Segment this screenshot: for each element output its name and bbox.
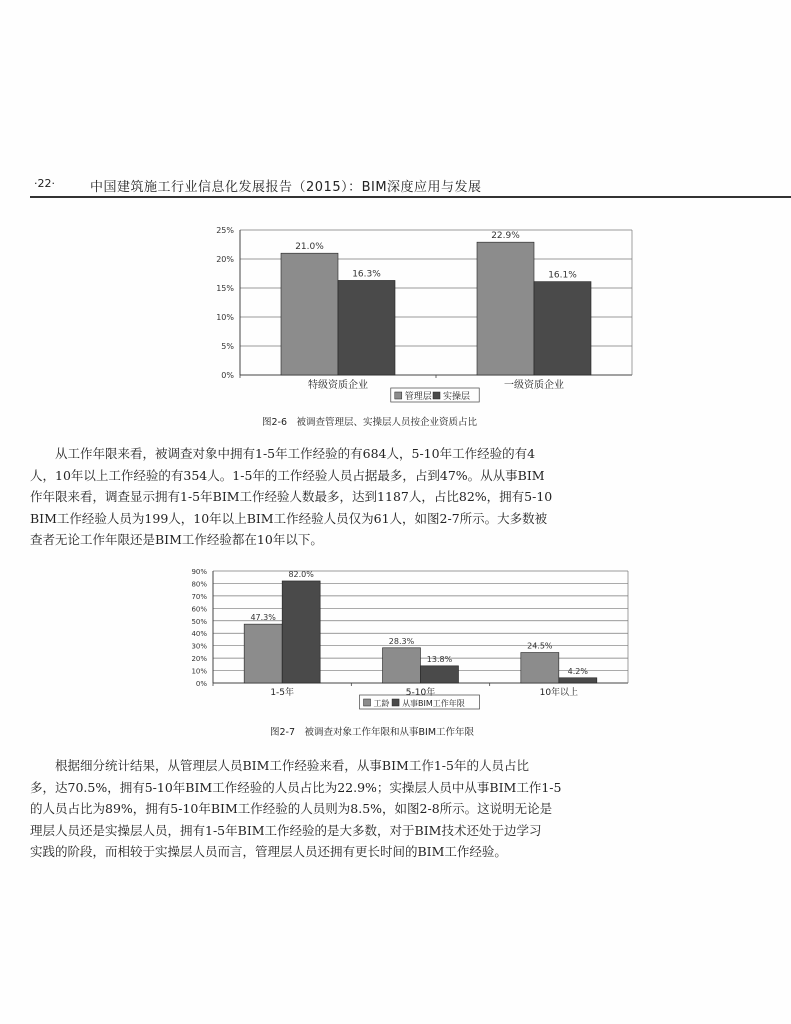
figure-2-7-chart	[185, 565, 645, 715]
figure-2-7-caption: 图2-7 被调查对象工作年限和从事BIM工作年限	[270, 727, 475, 738]
bar	[383, 648, 421, 683]
y-tick-label: 0%	[221, 371, 234, 380]
data-label: 4.2%	[567, 666, 588, 676]
legend-label: 工龄	[373, 699, 390, 708]
data-label: 24.5%	[527, 641, 553, 651]
paragraph-line: 根据细分统计结果，从管理层人员BIM工作经验来看，从事BIM工作1-5年的人员占比	[30, 758, 529, 773]
paragraph-line: 人，10年以上工作经验的有354人。1-5年的工作经验人员占据最多，占到47%。从从事BIM	[30, 467, 545, 483]
data-label: 28.3%	[388, 636, 415, 646]
x-tick-label: 10年以上	[539, 688, 579, 698]
bar	[534, 282, 591, 375]
y-tick-label: 15%	[216, 284, 234, 293]
data-label: 82.0%	[288, 569, 314, 579]
y-tick-label: 70%	[191, 592, 207, 601]
bar	[244, 624, 282, 683]
x-tick-label: 1-5年	[270, 688, 295, 698]
paragraph-2	[30, 755, 791, 863]
paragraph-line: 的人员占比为89%，拥有5-10年BIM工作经验的人员则为8.5%，如图2-8所示。这说明无论是	[30, 801, 553, 816]
bar	[559, 678, 597, 683]
y-tick-label: 40%	[191, 630, 207, 639]
legend-swatch	[364, 699, 371, 706]
paragraph-line: BIM工作经验人员为199人，10年以上BIM工作经验人员仅为61人，如图2-7所示。大多数被	[30, 510, 548, 526]
bar	[281, 253, 338, 375]
paragraph-line: 作年限来看，调查显示拥有1-5年BIM工作经验人数最多，达到1187人，占比82%，拥有5-10	[30, 489, 553, 504]
legend-label: 实操层	[443, 392, 471, 402]
data-label: 21.0%	[295, 242, 324, 253]
paragraph-line: 查者无论工作年限还是BIM工作经验都在10年以下。	[30, 532, 323, 547]
x-tick-label: 5-10年	[405, 688, 436, 698]
data-label: 13.8%	[426, 654, 453, 664]
y-tick-label: 10%	[216, 313, 234, 322]
running-header	[30, 176, 791, 196]
legend-swatch	[392, 699, 399, 706]
header-rule	[30, 196, 791, 198]
legend	[391, 388, 479, 402]
figure-2-7-svg	[185, 565, 645, 715]
data-label: 47.3%	[250, 613, 276, 623]
paragraph-line: 从工作年限来看，被调查对象中拥有1-5年工作经验的有684人，5-10年工作经验的有4	[30, 446, 536, 461]
data-label: 16.1%	[548, 270, 577, 281]
paragraph-line: 理层人员还是实操层人员，拥有1-5年BIM工作经验的是大多数，对于BIM技术还处于边学习	[30, 822, 542, 838]
y-tick-label: 30%	[191, 642, 207, 651]
y-tick-label: 10%	[191, 667, 207, 676]
legend-swatch	[433, 392, 440, 399]
page-number: ·22·	[34, 177, 55, 190]
paragraph-line: 多，达70.5%，拥有5-10年BIM工作经验的人员占比为22.9%；实操层人员中从事BIM工作1-5	[30, 779, 562, 795]
x-tick-label: 特级资质企业	[308, 380, 368, 391]
y-tick-label: 20%	[191, 655, 207, 664]
bar	[521, 653, 559, 683]
running-title: 中国建筑施工行业信息化发展报告（2015）：BIM深度应用与发展	[90, 180, 482, 195]
y-tick-label: 5%	[221, 342, 234, 351]
y-tick-label: 0%	[195, 680, 207, 688]
paragraph-1	[30, 443, 791, 551]
y-tick-label: 20%	[216, 255, 234, 264]
y-tick-label: 60%	[191, 605, 207, 614]
x-tick-label: 一级资质企业	[504, 380, 564, 391]
y-tick-label: 25%	[216, 226, 234, 235]
data-label: 16.3%	[352, 269, 381, 280]
y-tick-label: 90%	[191, 568, 207, 576]
bar	[282, 581, 320, 683]
legend-label: 从事BIM工作年限	[402, 699, 465, 708]
bar	[338, 280, 395, 375]
paragraph-line: 实践的阶段，而相较于实操层人员而言，管理层人员还拥有更长时间的BIM工作经验。	[30, 844, 507, 859]
bar	[421, 666, 459, 683]
data-label: 22.9%	[491, 231, 520, 242]
y-tick-label: 50%	[191, 617, 207, 626]
legend-label: 管理层	[404, 392, 432, 402]
legend-swatch	[395, 392, 402, 399]
figure-2-6-svg	[200, 222, 640, 407]
bar	[477, 242, 534, 375]
figure-2-6-chart	[200, 222, 640, 407]
figure-2-6-caption: 图2-6 被调查管理层、实操层人员按企业资质占比	[262, 417, 478, 428]
y-tick-label: 80%	[191, 580, 207, 589]
